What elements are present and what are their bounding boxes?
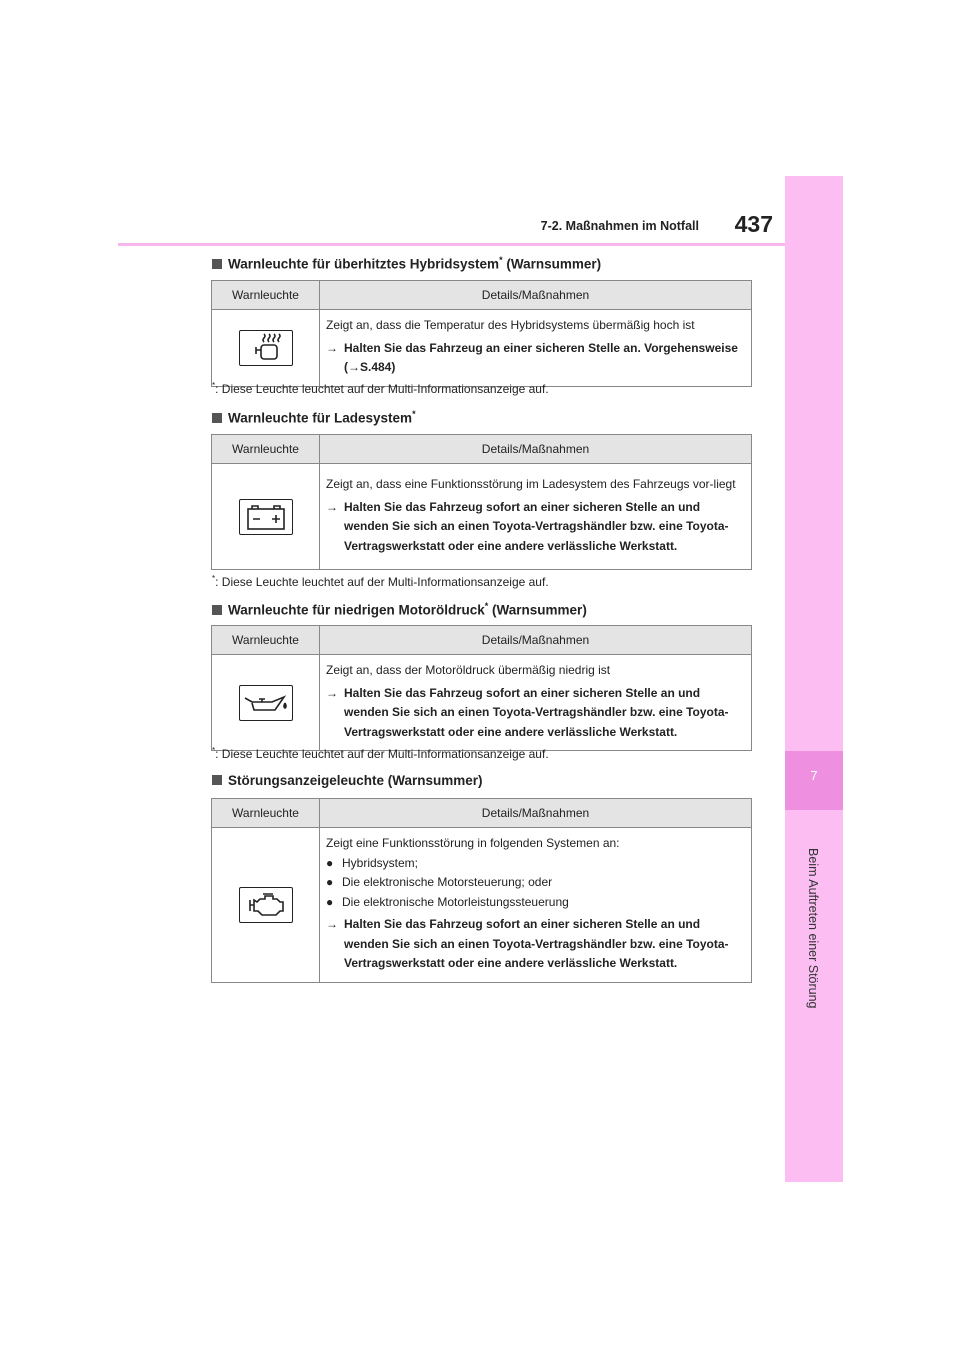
footnote: *: Diese Leuchte leuchtet auf der Multi-Informationsanzeige auf.: [212, 574, 549, 589]
section-heading: Warnleuchte für überhitztes Hybridsystem* (Warnsummer): [212, 255, 601, 272]
hybrid-system-overheat-icon: [239, 330, 293, 366]
section-heading: Störungsanzeigeleuchte (Warnsummer): [212, 773, 483, 788]
warning-table: [211, 625, 752, 751]
oil-pressure-icon: [239, 685, 293, 721]
arrow-icon: →: [326, 685, 338, 700]
detail-description: Zeigt an, dass die Temperatur des Hybridsystems übermäßig hoch ist: [326, 318, 695, 332]
bullet-icon: ●: [326, 855, 334, 870]
charging-system-battery-icon: [239, 499, 293, 535]
column-header-details: Details/Maßnahmen: [320, 626, 752, 655]
column-header-lamp: Warnleuchte: [212, 435, 320, 464]
column-header-lamp: Warnleuchte: [212, 626, 320, 655]
warning-table: [211, 434, 752, 570]
check-engine-icon: [239, 887, 293, 923]
chapter-title: Beim Auftreten einer Störung: [806, 848, 820, 1009]
action-item: → Halten Sie das Fahrzeug sofort an einer sicheren Stelle an und wenden Sie sich an einen Toyota-Vertragshändler bzw. eine Toyota-Vertragswerkstatt oder eine andere verlässliche Werkstatt.: [326, 915, 745, 974]
arrow-icon: →: [326, 917, 338, 931]
action-item: → Halten Sie das Fahrzeug sofort an einer sicheren Stelle an und wenden Sie sich an einen Toyota-Vertragshändler bzw. eine Toyota-Vertragswerkstatt oder eine andere verlässliche Werkstatt.: [326, 498, 745, 557]
section-heading: Warnleuchte für Ladesystem*: [212, 409, 416, 426]
chapter-number: 7: [810, 768, 818, 783]
action-item: → Halten Sie das Fahrzeug an einer sicheren Stelle an. Vorgehensweise (→S.484): [326, 339, 745, 378]
square-bullet-icon: [212, 605, 222, 615]
column-header-details: Details/Maßnahmen: [320, 281, 752, 310]
action-item: → Halten Sie das Fahrzeug sofort an einer sicheren Stelle an und wenden Sie sich an einen Toyota-Vertragshändler bzw. eine Toyota-Vertragswerkstatt oder eine andere verlässliche Werkstatt.: [326, 684, 745, 743]
detail-description: Zeigt eine Funktionsstörung in folgenden Systemen an:: [326, 836, 620, 850]
arrow-icon: →: [326, 499, 338, 514]
column-header-details: Details/Maßnahmen: [320, 799, 752, 828]
bullet-icon: ●: [326, 894, 334, 909]
list-item: ● Hybridsystem;: [326, 854, 745, 874]
detail-description: Zeigt an, dass eine Funktionsstörung im Ladesystem des Fahrzeugs vor-liegt: [326, 477, 736, 491]
warning-table: [211, 280, 752, 387]
arrow-icon: →: [326, 340, 338, 355]
column-header-details: Details/Maßnahmen: [320, 435, 752, 464]
header-rule: [118, 243, 785, 246]
square-bullet-icon: [212, 775, 222, 785]
section-heading: Warnleuchte für niedrigen Motoröldruck* (Warnsummer): [212, 601, 587, 618]
footnote: *: Diese Leuchte leuchtet auf der Multi-Informationsanzeige auf.: [212, 746, 549, 761]
list-item: ● Die elektronische Motorleistungssteuerung: [326, 893, 745, 913]
footnote: *: Diese Leuchte leuchtet auf der Multi-Informationsanzeige auf.: [212, 381, 549, 396]
warning-table: [211, 798, 752, 983]
detail-description: Zeigt an, dass der Motoröldruck übermäßig niedrig ist: [326, 663, 611, 677]
square-bullet-icon: [212, 259, 222, 269]
section-label: 7-2. Maßnahmen im Notfall: [540, 219, 699, 233]
page-number: 437: [734, 211, 773, 237]
square-bullet-icon: [212, 413, 222, 423]
bullet-icon: ●: [326, 875, 334, 889]
column-header-lamp: Warnleuchte: [212, 281, 320, 310]
column-header-lamp: Warnleuchte: [212, 799, 320, 828]
list-item: ● Die elektronische Motorsteuerung; oder: [326, 873, 745, 893]
chapter-sidebar: [785, 176, 843, 1182]
